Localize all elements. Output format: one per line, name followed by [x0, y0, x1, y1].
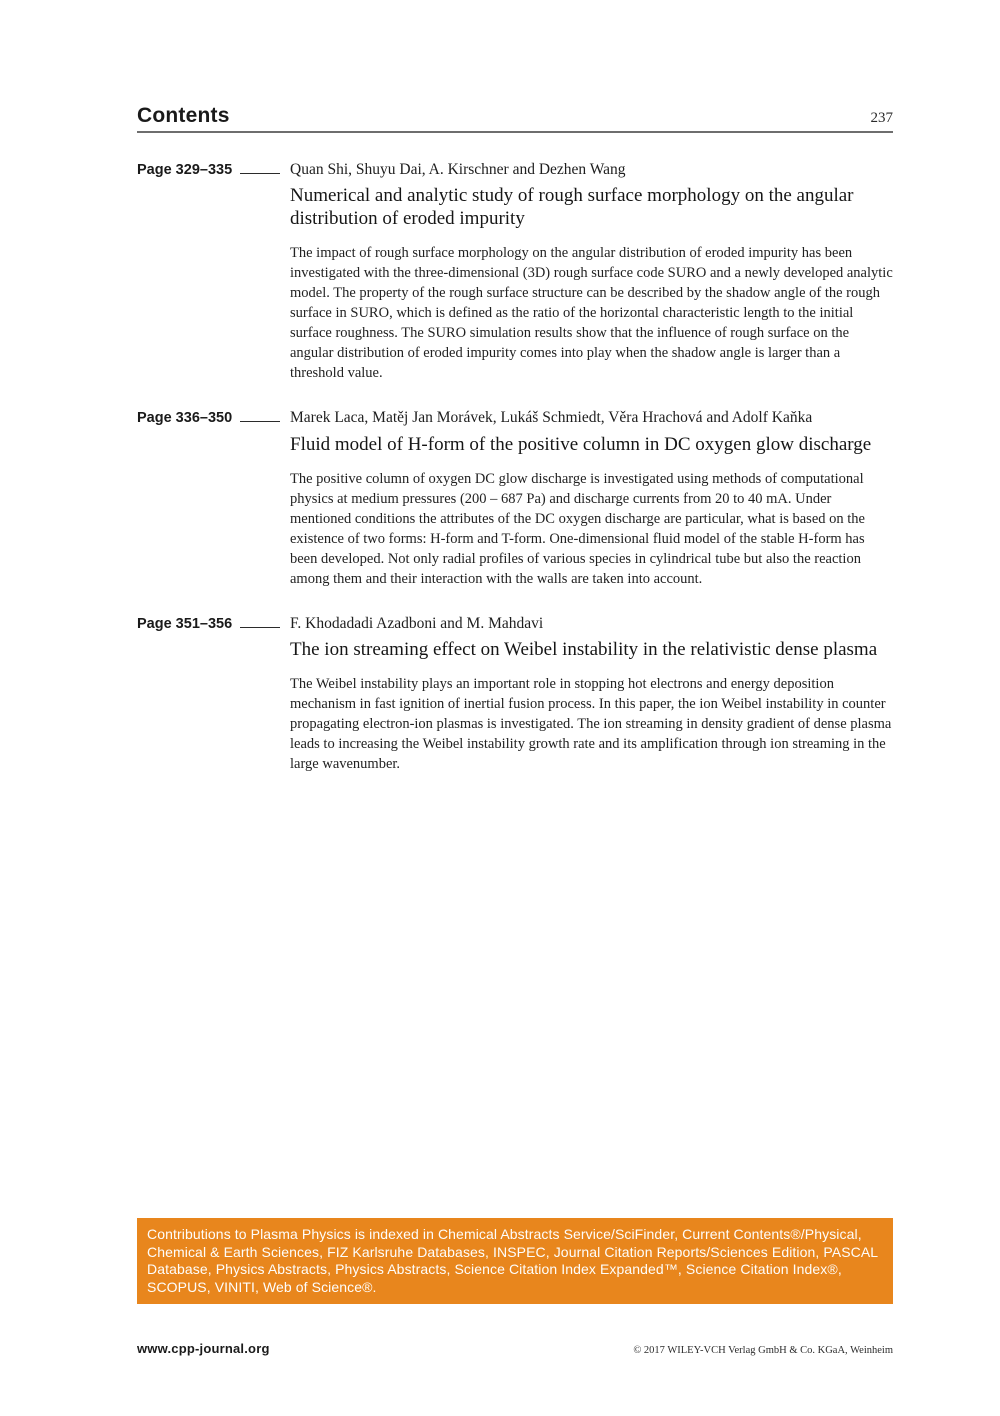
entry-pages-label — [137, 614, 290, 632]
toc-entries — [137, 160, 893, 774]
entry-pages-label — [137, 408, 290, 426]
entry-authors: Quan Shi, Shuyu Dai, A. Kirschner and Dezhen Wang — [290, 161, 626, 178]
toc-entry — [137, 614, 893, 774]
footer-journal-url: www.cpp-journal.org — [137, 1341, 270, 1356]
entry-abstract: The Weibel instability plays an important role in stopping hot electrons and energy deposition mechanism in fast ignition of inertial fusion process. In this paper, the ion Weibel instability in counter propagating electron-ion plasmas is investigated. The ion streaming in density gradient of dense plasma leads to increasing the Weibel instability growth rate and its amplification through ion streaming in the large wavenumber. — [290, 676, 892, 773]
entry-abstract: The positive column of oxygen DC glow discharge is investigated using methods of computational physics at medium pressures (200 – 687 Pa) and discharge currents from 20 to 40 mA. Under mentioned conditions the attributes of the DC oxygen discharge are particular, what is based on the existence of two forms: H-form and T-form. One-dimensional fluid model of the stable H-form has been developed. Not only radial profiles of various species in cylindrical tube but also the reaction among them and their interaction with the walls are taken into account. — [290, 470, 865, 587]
indexing-banner — [137, 1218, 893, 1304]
entry-pages-label — [137, 160, 290, 178]
entry-abstract: The impact of rough surface morphology on the angular distribution of eroded impurity has been investigated with the three-dimensional (3D) rough surface code SURO and a newly developed analytic model. The property of the rough surface structure can be described by the shadow angle of the rough surface in SURO, which is defined as the ratio of the horizontal characteristic length to the initial surface roughness. The SURO simulation results show that the influence of rough surface on the angular distribution of eroded impurity comes into play when the shadow angle is larger than a threshold value. — [290, 245, 893, 382]
entry-authors: Marek Laca, Matěj Jan Morávek, Lukáš Schmiedt, Věra Hrachová and Adolf Kaňka — [290, 409, 813, 427]
page-content — [137, 0, 893, 799]
entry-body — [290, 408, 893, 588]
indexing-banner-text: Contributions to Plasma Physics is indexed in Chemical Abstracts Service/SciFinder, Current Contents®/Physical, Chemical & Earth Sciences, FIZ Karlsruhe Databases, INSPEC, Journal Citation Reports/Sciences Edition, PASCAL Database, Physics Abstracts, Physics Abstracts, Science Citation Index Expanded™, Science Citation Index®, SCOPUS, VINITI, Web of Science®. — [147, 1226, 878, 1295]
entry-title: Numerical and analytic study of rough surface morphology on the angular distribution of eroded impurity — [290, 185, 854, 230]
entry-title: The ion streaming effect on Weibel instability in the relativistic dense plasma — [290, 638, 878, 660]
footer-copyright: © 2017 WILEY-VCH Verlag GmbH & Co. KGaA, Weinheim — [633, 1345, 893, 1356]
toc-entry — [137, 408, 893, 588]
page-title: Contents — [137, 104, 230, 127]
entry-pages-text: Page 329–335 — [137, 162, 233, 178]
entry-title: Fluid model of H-form of the positive column in DC oxygen glow discharge — [290, 433, 872, 455]
entry-body — [290, 160, 893, 383]
entry-leader-line — [240, 421, 280, 422]
entry-pages-text: Page 351–356 — [137, 615, 233, 632]
page-footer — [137, 1341, 893, 1356]
entry-body — [290, 614, 893, 774]
header-rule — [137, 131, 893, 133]
page-header — [137, 104, 893, 128]
page-number: 237 — [870, 110, 893, 126]
entry-authors: F. Khodadadi Azadboni and M. Mahdavi — [290, 614, 544, 632]
entry-leader-line — [240, 627, 280, 628]
toc-entry — [137, 160, 893, 383]
entry-pages-text: Page 336–350 — [137, 410, 233, 427]
entry-leader-line — [240, 173, 280, 174]
